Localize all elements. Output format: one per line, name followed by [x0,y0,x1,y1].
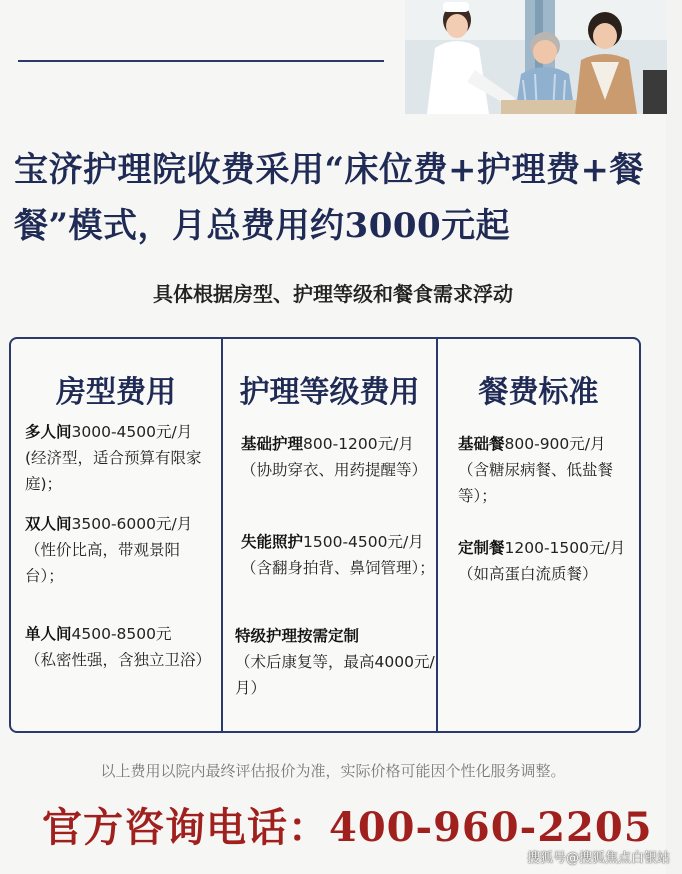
item-desc: （性价比高，带观景阳台）； [25,541,181,585]
item-name: 定制餐 [458,539,505,557]
list-item [241,529,437,581]
column-title: 护理等级费用 [239,375,420,410]
watermark: 搜狐号@搜狐焦点白银站 [526,851,670,866]
item-name: 多人间 [25,423,72,441]
headline: 宝济护理院收费采用“床位费+护理费+餐餐”模式，月总费用约3000元起 [14,150,645,246]
list-item [25,511,217,589]
consult-phone: 官方咨询电话：400-960-2205 [42,804,653,851]
item-desc: （含糖尿病餐、低盐餐等）； [458,461,614,505]
header-rule [18,60,384,62]
disclaimer-note: 以上费用以院内最终评估报价为准，实际价格可能因个性化服务调整。 [100,762,566,780]
care-photo [405,0,667,114]
column-room [11,339,221,731]
list-item [241,431,437,483]
fee-table [9,337,641,733]
item-price: 800-900元/月 [504,435,606,453]
column-title: 房型费用 [56,375,176,410]
list-item [25,621,217,673]
item-name: 双人间 [25,515,72,533]
list-item [458,431,636,509]
item-desc: （如高蛋白流质餐） [458,565,598,583]
item-price: 4500-8500元 [71,625,172,643]
item-price: 1500-4500元/月 [303,533,424,551]
column-meal [438,339,639,731]
list-item [458,535,636,587]
item-desc: （私密性强，含独立卫浴） [25,651,212,669]
item-price: 3000-4500元/月 [71,423,193,441]
item-desc: （术后康复等，最高4000元/月） [235,653,435,697]
item-desc: (经济型，适合预算有限家庭)； [25,449,202,493]
list-item [235,623,437,701]
item-name: 失能照护 [241,533,304,551]
item-desc: （含翻身拍背、鼻饲管理）； [241,559,435,577]
item-price: 800-1200元/月 [303,435,414,453]
column-care [223,339,436,731]
column-title: 餐费标准 [478,375,599,410]
subline: 具体根据房型、护理等级和餐食需求浮动 [153,282,513,306]
item-name: 基础护理 [241,435,304,453]
item-name: 基础餐 [458,435,505,453]
item-desc: （协助穿衣、用药提醒等） [241,461,428,479]
item-price: 1200-1500元/月 [504,539,626,557]
item-price: 3500-6000元/月 [71,515,193,533]
item-name: 特级护理按需定制 [235,627,360,645]
list-item [25,419,217,497]
item-name: 单人间 [25,625,72,643]
